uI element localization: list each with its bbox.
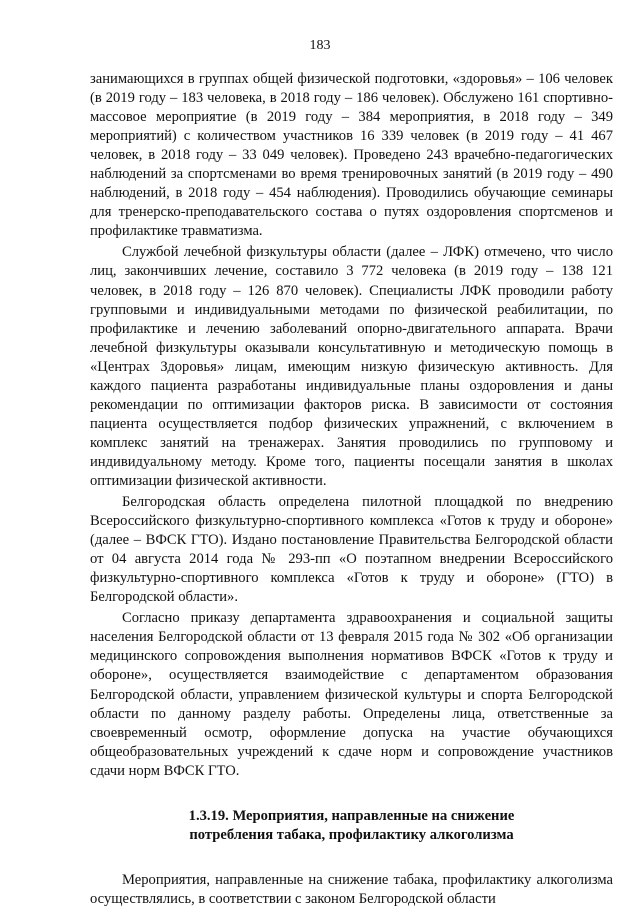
paragraph-order-302: Согласно приказу департамента здравоохранения и социальной защиты населения Белгородской области от 13 февраля 2015 года № 302 «Об организации медицинского сопровождения выполнения нормативов ВФСК «Готов к труду и обороне», осуществляется взаимодействие с департаментом образования Белгородской области, управлением физической культуры и спорта Белгородской области по данному разделу работы. Определены лица, ответственные за своевременный осмотр, оформление допуска на участие обучающихся общеобразовательных учреждений к сдаче норм и сопровождение участников сдачи норм ВФСК ГТО. <box>90 610 613 779</box>
paragraph-continuation: занимающихся в группах общей физической подготовки, «здоровья» – 106 человек (в 2019 году – 183 человека, в 2018 году – 186 человек). Обслужено 161 спортивно-массовое мероприятие (в 2019 году – 384 мероприятия, в 2018 году – 349 мероприятий) с количеством участников 16 339 человек (в 2019 году – 41 467 человек, в 2018 году – 33 049 человек). Проведено 243 врачебно-педагогических наблюдений за спортсменами во время тренировочных занятий (в 2019 году – 490 наблюдений, в 2018 году – 454 наблюдения). Проводились обучающие семинары для тренерско-преподавательского состава о путях оздоровления спортсменов и профилактике травматизма. <box>90 71 613 240</box>
section-heading-line-1: 1.3.19. Мероприятия, направленные на снижение <box>188 807 515 824</box>
section-heading-line-2: потребления табака, профилактику алкоголизма <box>189 826 514 843</box>
section-heading <box>90 807 613 845</box>
paragraph-gto-pilot: Белгородская область определена пилотной площадкой по внедрению Всероссийского физкультурно-спортивного комплекса «Готов к труду и обороне» (далее – ВФСК ГТО). Издано постановление Правительства Белгородской области от 04 августа 2014 года № 293-пп «О поэтапном внедрении Всероссийского физкультурно-спортивного комплекса «Готов к труду и обороне» (ГТО) в Белгородской области». <box>90 494 613 606</box>
paragraph-lfk-service: Службой лечебной физкультуры области (далее – ЛФК) отмечено, что число лиц, закончивших лечение, составило 3 772 человека (в 2019 году – 138 121 человек, в 2018 году – 126 870 человек). Специалисты ЛФК проводили работу групповыми и индивидуальными методами по физической реабилитации, по профилактике и лечению заболеваний опорно-двигательного аппарата. Врачи лечебной физкультуры оказывали консультативную и методическую помощь в «Центрах Здоровья» лицам, имеющим низкую физическую активность. Для каждого пациента разработаны индивидуальные планы оздоровления и даны рекомендации по оптимизации факторов риска. В зависимости от состояния пациента осуществляется подбор физических упражнений, с включением в комплекс занятий на тренажерах. Занятия проводились по групповому и индивидуальному методу. Кроме того, пациенты посещали занятия в школах оптимизации физической активности. <box>90 244 613 489</box>
paragraph-tobacco-alcohol: Мероприятия, направленные на снижение табака, профилактику алкоголизма осуществлялись, в соответствии с законом Белгородской области <box>90 871 613 907</box>
document-body <box>90 70 613 911</box>
page-number: 183 <box>309 38 331 53</box>
